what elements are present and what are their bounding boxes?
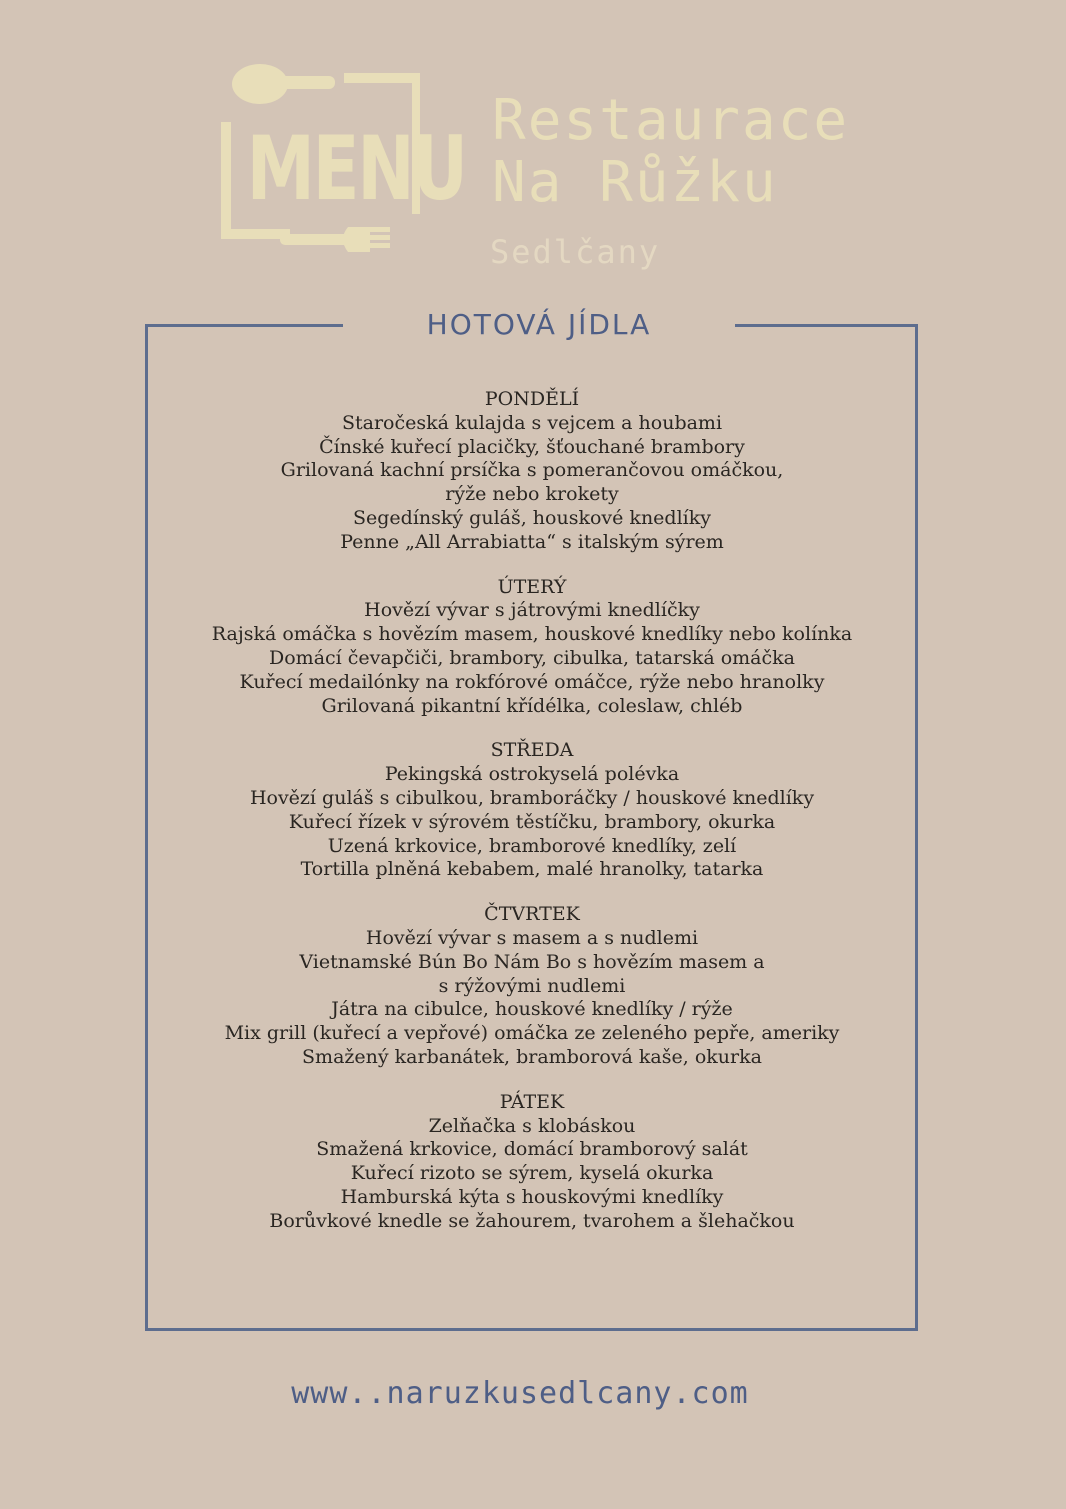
- menu-item: Grilovaná pikantní křídélka, coleslaw, chléb: [321, 694, 743, 717]
- menu-item: Uzená krkovice, bramborové knedlíky, zelí: [327, 834, 737, 857]
- day-section: [150, 739, 914, 882]
- menu-item: Segedínský guláš, houskové knedlíky: [352, 506, 711, 529]
- restaurant-name-line1: Restaurace: [492, 88, 850, 153]
- day-section: [150, 1091, 914, 1234]
- frame-top-right-line: [735, 324, 918, 327]
- menu-item: Smažená krkovice, domácí bramborový salát: [316, 1138, 748, 1161]
- menu-item: Hovězí guláš s cibulkou, bramboráčky / houskové knedlíky: [249, 786, 815, 809]
- day-name: ČTVRTEK: [484, 903, 580, 926]
- menu-item: Kuřecí rizoto se sýrem, kyselá okurka: [350, 1162, 714, 1185]
- restaurant-city: Sedlčany: [490, 233, 661, 271]
- website-link[interactable]: www..naruzkusedlcany.com: [291, 1376, 749, 1411]
- menu-item: rýže nebo krokety: [445, 483, 619, 506]
- menu-item: Hamburská kýta s houskovými knedlíky: [340, 1185, 724, 1208]
- menu-item: Kuřecí medailónky na rokfórové omáčce, rýže nebo hranolky: [239, 670, 825, 693]
- day-name: PONDĚLÍ: [484, 388, 580, 410]
- menu-item: Zelňačka s klobáskou: [428, 1114, 636, 1137]
- menu-item: Játra na cibulce, houskové knedlíky / rýže: [331, 998, 733, 1021]
- logo-word: MENU: [246, 117, 466, 220]
- menu-item: Borůvkové knedle se žahourem, tvarohem a šlehačkou: [269, 1209, 795, 1232]
- menu-item: Tortilla plněná kebabem, malé hranolky, tatarka: [300, 858, 764, 881]
- menu-item: Mix grill (kuřecí a vepřové) omáčka ze zeleného pepře, ameriky: [224, 1022, 840, 1045]
- menu-item: Vietnamské Bún Bo Nám Bo s hovězím masem a: [299, 950, 765, 973]
- day-section: [150, 903, 914, 1070]
- day-section: [150, 388, 914, 555]
- menu-item: Smažený karbanátek, bramborová kaše, okurka: [302, 1045, 762, 1068]
- restaurant-name: [492, 90, 849, 214]
- day-name: PÁTEK: [499, 1090, 565, 1113]
- menu-list: [150, 388, 914, 1255]
- menu-item: Hovězí vývar s masem a s nudlemi: [365, 926, 699, 949]
- restaurant-name-line2: Na Růžku: [492, 150, 778, 215]
- frame-top-left-line: [145, 324, 343, 327]
- menu-logo: [220, 62, 466, 274]
- menu-item: Rajská omáčka s hovězím masem, houskové knedlíky nebo kolínka: [211, 623, 853, 646]
- section-title: HOTOVÁ JÍDLA: [426, 308, 652, 341]
- menu-item: Staročeská kulajda s vejcem a houbami: [341, 411, 723, 434]
- day-name: ÚTERÝ: [497, 575, 567, 598]
- menu-item: Domácí čevapčiči, brambory, cibulka, tatarská omáčka: [269, 646, 795, 669]
- menu-item: Kuřecí řízek v sýrovém těstíčku, brambory, okurka: [288, 810, 776, 833]
- menu-item: Grilovaná kachní prsíčka s pomerančovou omáčkou,: [280, 459, 784, 482]
- day-name: STŘEDA: [490, 739, 574, 762]
- day-section: [150, 576, 914, 719]
- menu-item: Penne „All Arrabiatta“ s italským sýrem: [340, 530, 724, 553]
- menu-item: s rýžovými nudlemi: [438, 974, 626, 997]
- menu-item: Hovězí vývar s játrovými knedlíčky: [364, 599, 700, 622]
- menu-item: Pekingská ostrokyselá polévka: [384, 763, 680, 786]
- menu-item: Čínské kuřecí placičky, šťouchané brambory: [319, 435, 745, 458]
